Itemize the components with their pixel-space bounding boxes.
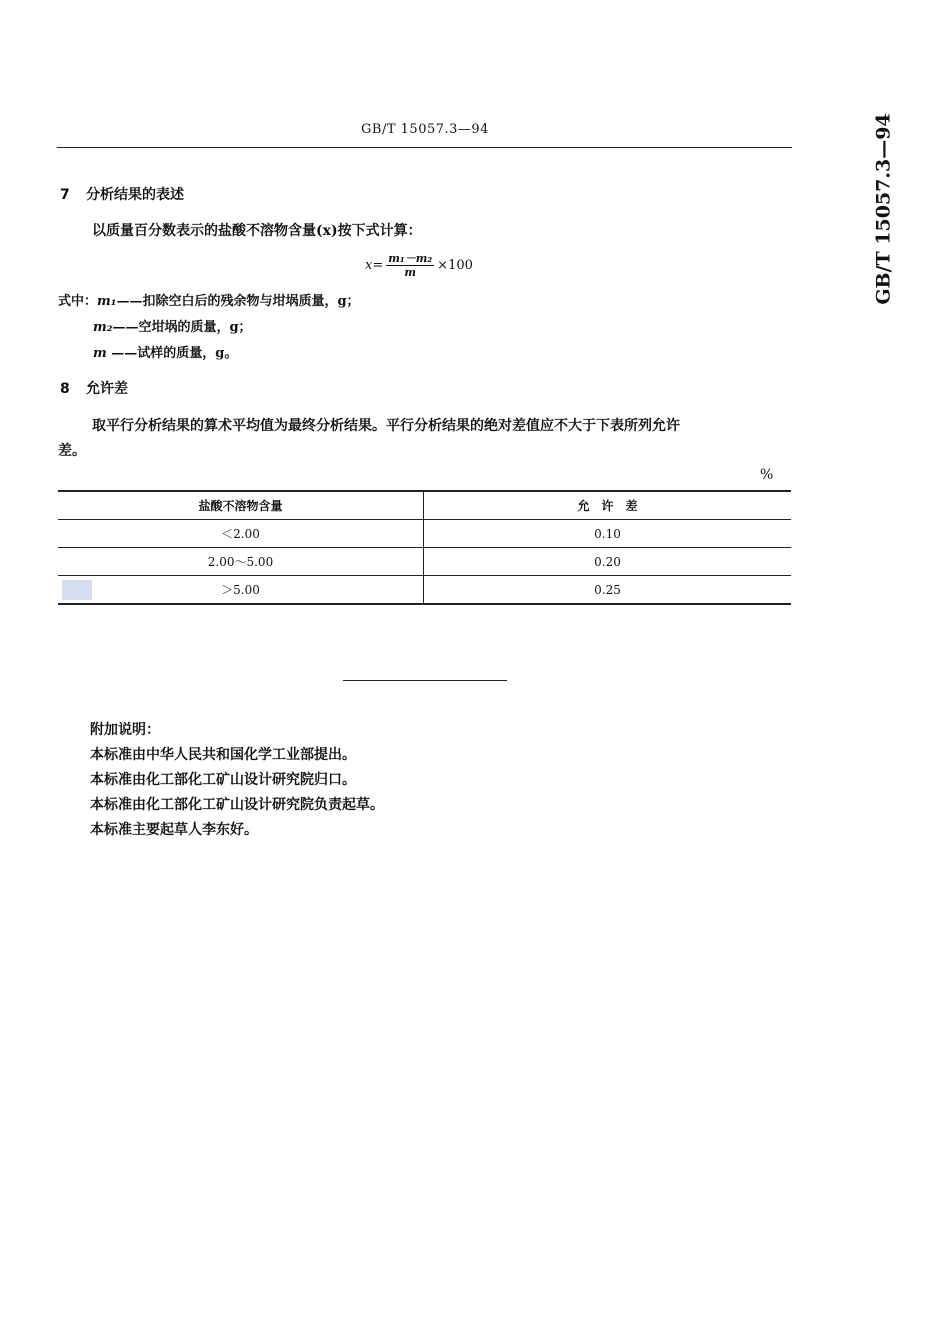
where-label: 式中： [58, 294, 98, 309]
section-7-title: 分析结果的表述 [86, 187, 184, 203]
section-8-para-line1: 取平行分析结果的算术平均值为最终分析结果。平行分析结果的绝对差值应不大于下表所列允许 [92, 418, 680, 434]
section-8-heading [60, 378, 128, 398]
formula-factor: ×100 [437, 258, 473, 273]
formula-fraction [386, 252, 434, 279]
section-7-heading [60, 184, 184, 204]
formula-denominator: m [404, 266, 417, 279]
notes-title: 附加说明： [90, 722, 160, 738]
table-cell-content: ＜2.00 [58, 520, 424, 548]
formula-lhs: x [365, 258, 373, 273]
formula-equals: = [372, 258, 384, 273]
notes-line: 本标准由化工部化工矿山设计研究院归口。 [90, 772, 356, 788]
definition-row-1 [58, 290, 360, 309]
definition-text: ——扣除空白后的残余物与坩埚质量，g； [116, 294, 360, 309]
notes-line: 本标准主要起草人李东好。 [90, 822, 258, 838]
table-cell-tolerance: 0.25 [424, 576, 792, 605]
definition-symbol: m₁ [97, 294, 117, 309]
side-standard-code [868, 113, 900, 305]
tolerance-table [58, 490, 791, 605]
end-of-text-rule [343, 680, 507, 681]
table-row [58, 520, 791, 548]
section-7-intro: 以质量百分数表示的盐酸不溶物含量(x)按下式计算： [92, 223, 422, 239]
watermark-stamp [62, 580, 92, 600]
table-row [58, 576, 791, 605]
notes-line: 本标准由化工部化工矿山设计研究院负责起草。 [90, 797, 384, 813]
table-row [58, 548, 791, 576]
calculation-formula [365, 252, 473, 279]
section-7-number: 7 [60, 187, 70, 203]
definition-row-2 [93, 316, 252, 335]
definition-row-3 [93, 342, 237, 361]
table-header-row [58, 491, 791, 520]
section-8-title: 允许差 [86, 381, 128, 397]
table-cell-content: 2.00～5.00 [58, 548, 424, 576]
section-8-para-line2: 差。 [58, 443, 86, 459]
definition-text: ——空坩埚的质量，g； [112, 320, 252, 335]
table-cell-tolerance: 0.10 [424, 520, 792, 548]
header-rule [57, 147, 792, 148]
definition-text: ——试样的质量，g。 [106, 346, 238, 361]
definition-symbol: m₂ [93, 320, 113, 335]
definition-symbol: m [93, 346, 107, 361]
section-8-number: 8 [60, 381, 70, 397]
table-unit: % [760, 467, 774, 483]
running-header: GB/T 15057.3—94 [361, 122, 489, 137]
formula-numerator: m₁－m₂ [388, 252, 433, 265]
table-header-tolerance: 允 许 差 [424, 491, 792, 520]
notes-line: 本标准由中华人民共和国化学工业部提出。 [90, 747, 356, 763]
table-header-content: 盐酸不溶物含量 [58, 491, 424, 520]
side-standard-code-text: GB/T 15057.3—94 [873, 113, 896, 305]
table-cell-content: ＞5.00 [58, 576, 424, 605]
additional-notes [90, 718, 384, 843]
table-cell-tolerance: 0.20 [424, 548, 792, 576]
